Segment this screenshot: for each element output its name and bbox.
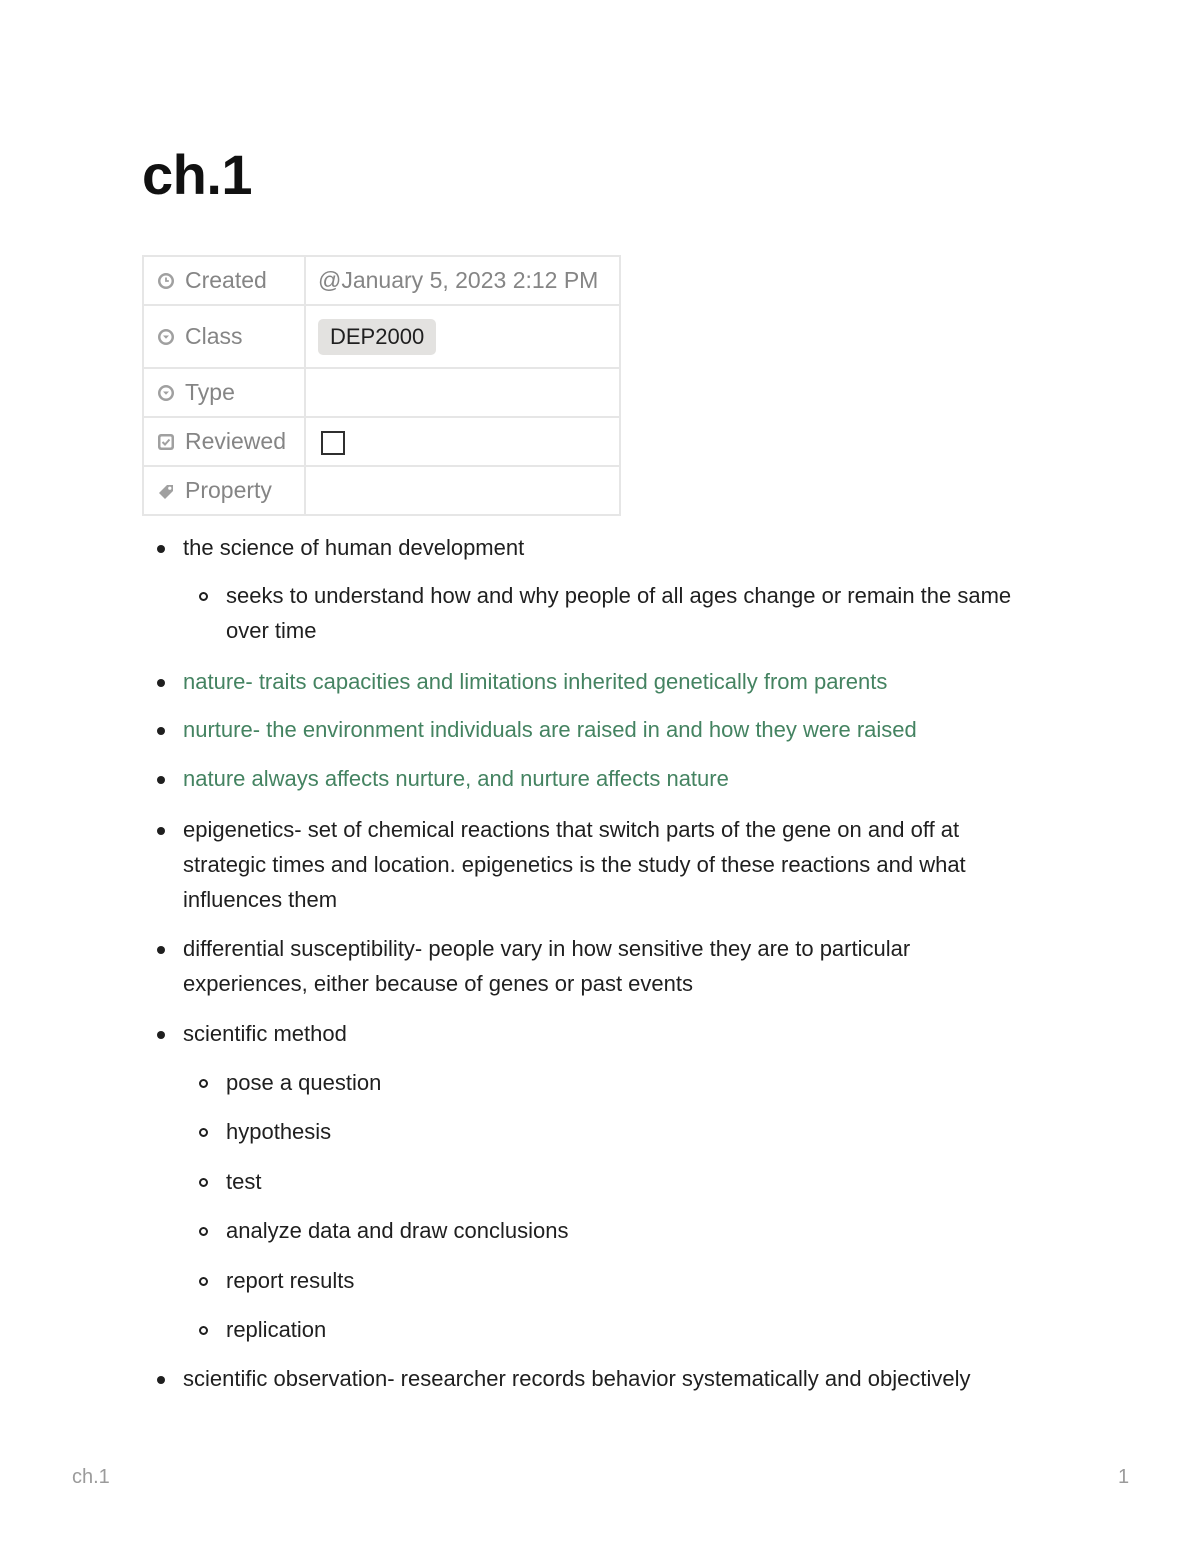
select-icon [156,383,176,403]
property-key-type [143,368,305,417]
bullet-dot [157,946,165,954]
list-item: the science of human development [183,535,525,560]
list-item: nature always affects nurture, and nurture affects nature [183,766,729,791]
property-row-reviewed [143,417,620,466]
bullet-circle [199,1178,208,1187]
bullet-dot [157,827,165,835]
property-row-type [143,368,620,417]
tag-icon [156,481,176,501]
list-item: report results [226,1268,355,1293]
bullet-dot [157,1376,165,1384]
list-item: analyze data and draw conclusions [226,1218,569,1243]
bullet-circle [199,592,208,601]
bullet-circle [199,1277,208,1286]
list-item: differential susceptibility- people vary in how sensitive they are to particular experiences, either because of genes or past events [183,936,911,996]
property-value-class[interactable] [305,305,620,368]
page-number: 1 [1118,1466,1130,1488]
checkbox-icon [156,432,176,452]
property-key-reviewed [143,417,305,466]
created-date: @January 5, 2023 2:12 PM [318,267,599,293]
class-tag[interactable]: DEP2000 [318,319,436,355]
property-value-type[interactable] [305,368,620,417]
list-item: nature- traits capacities and limitations inherited genetically from parents [183,669,888,694]
bullet-dot [157,727,165,735]
bullet-dot [157,545,165,553]
bullet-circle [199,1326,208,1335]
list-item: seeks to understand how and why people of all ages change or remain the same over time [226,583,1012,643]
bullet-dot [157,679,165,687]
type-label: Type [185,379,235,405]
property-value-reviewed [305,417,620,466]
page-title: ch.1 [142,143,253,206]
list-item: test [226,1169,262,1194]
bullet-circle [199,1128,208,1137]
list-item: replication [226,1317,327,1342]
list-item: nurture- the environment individuals are raised in and how they were raised [183,717,917,742]
list-item: epigenetics- set of chemical reactions that switch parts of the gene on and off at strategic times and location. epigenetics is the study of these reactions and what influences them [183,817,966,912]
bullet-dot [157,776,165,784]
list-item: scientific method [183,1021,347,1046]
list-item: hypothesis [226,1119,332,1144]
property-row-property [143,466,620,515]
select-icon [156,327,176,347]
property-row-created [143,256,620,305]
class-label: Class [185,323,243,349]
property-key-class [143,305,305,368]
property-key-created [143,256,305,305]
property-value-property[interactable] [305,466,620,515]
properties-table [142,255,621,516]
property-key-property [143,466,305,515]
reviewed-checkbox[interactable] [321,431,345,455]
bullet-circle [199,1227,208,1236]
created-label: Created [185,267,267,293]
list-item: pose a question [226,1070,382,1095]
bullet-circle [199,1079,208,1088]
reviewed-label: Reviewed [185,428,286,454]
property-value-created[interactable] [305,256,620,305]
property-label: Property [185,477,272,503]
list-item: scientific observation- researcher records behavior systematically and objectively [183,1366,971,1391]
property-row-class [143,305,620,368]
bullet-dot [157,1031,165,1039]
clock-icon [156,271,176,291]
footer-title: ch.1 [72,1466,110,1488]
